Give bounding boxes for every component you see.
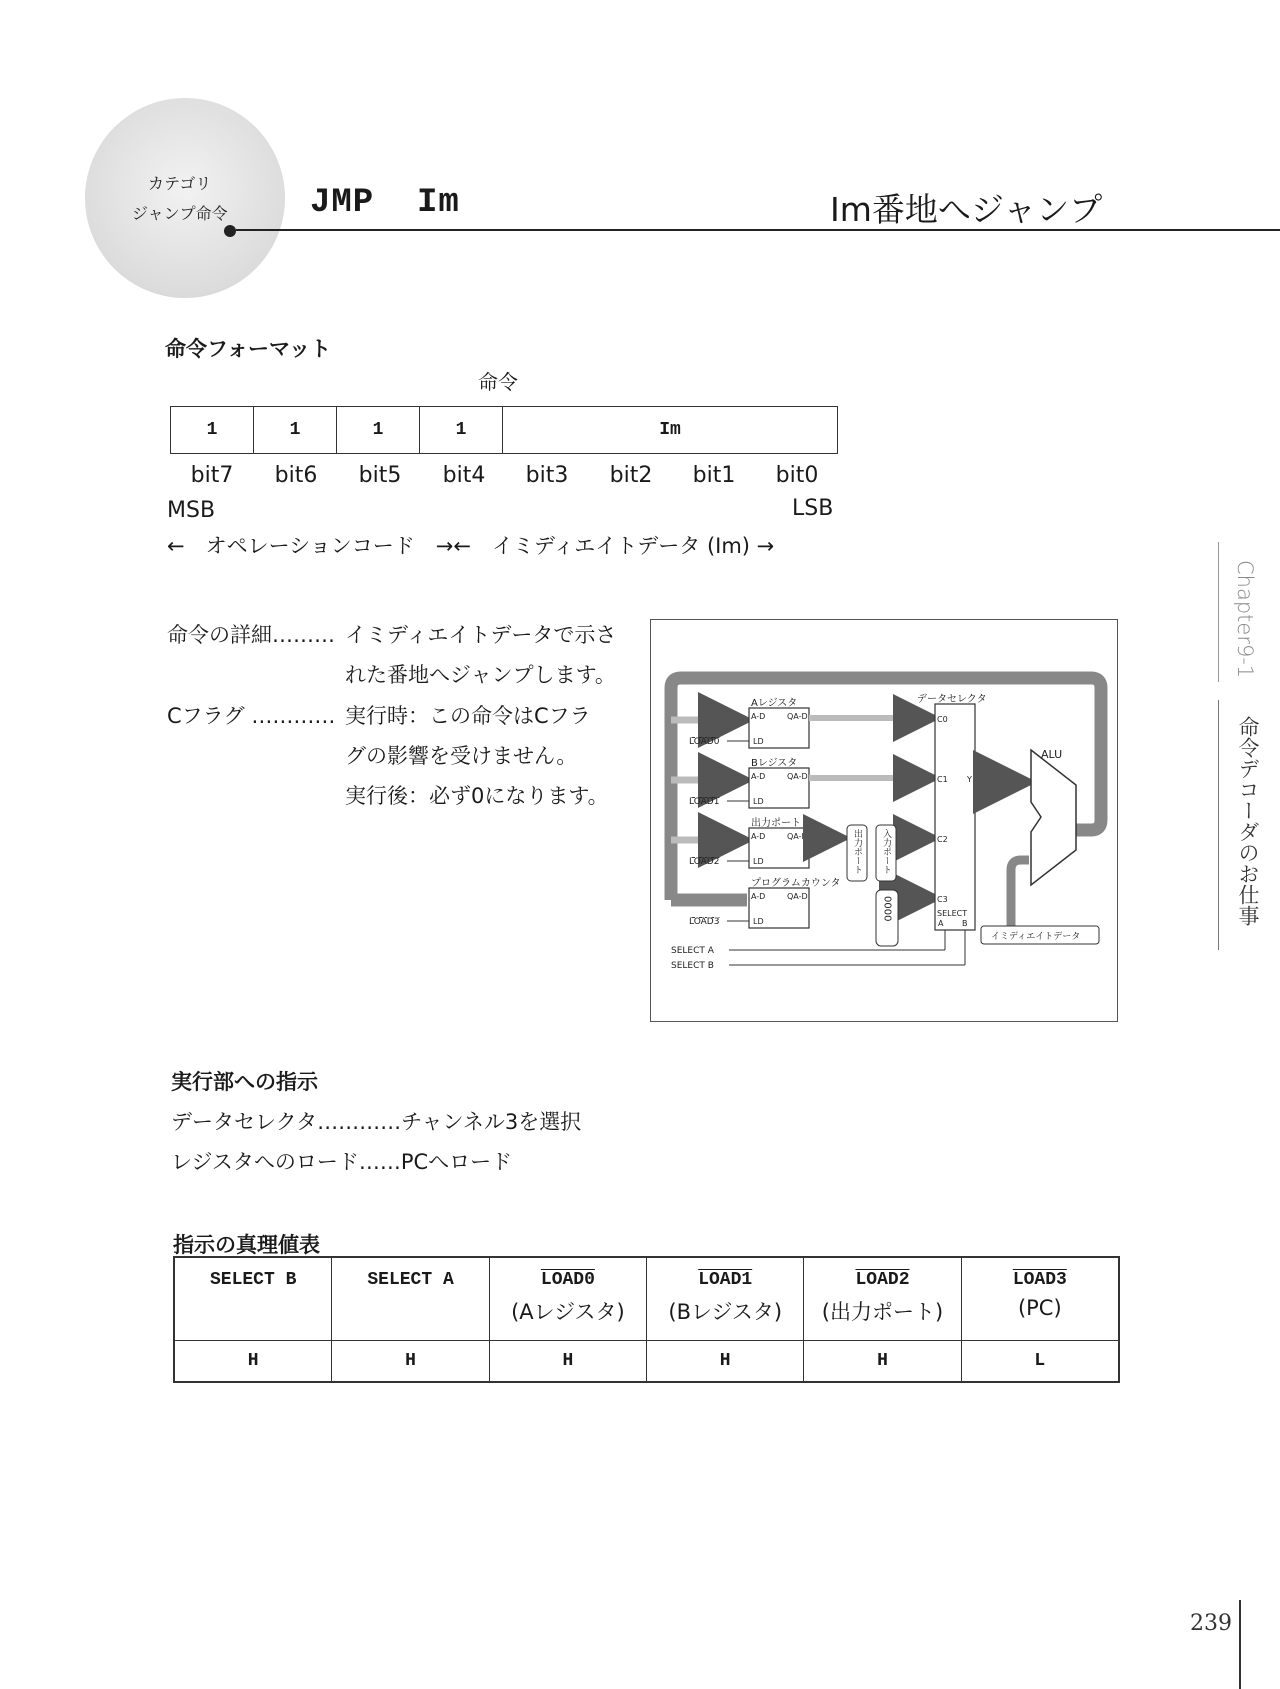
truth-header-code: SELECT A [367,1270,454,1290]
immediate-label: イミディエイトデータ [991,932,1081,942]
header-rule [236,229,1280,231]
format-cell-bit6: 1 [254,407,337,454]
format-table [170,406,838,454]
alu [1031,750,1076,885]
register-input: A-D [751,892,766,901]
immediate-bus [1011,860,1029,930]
truth-header [174,1257,332,1341]
register-name: プログラムカウンタ [751,878,841,889]
select-b-short: B [962,919,968,928]
instruction-mnemonic: JMP Im [310,184,460,222]
y-label: Y [967,775,972,784]
chapter-title: 命令デコーダのお仕事 [1236,716,1260,926]
register-name: Bレジスタ [751,758,798,769]
truth-value: H [804,1341,961,1383]
data-selector-label: データセレクタ [917,694,987,705]
page-number: 239 [1190,1611,1232,1636]
truth-value: H [174,1341,332,1383]
bit-label: bit7 [190,463,234,488]
load-label: LOAD2 [689,857,720,867]
output-port-label: 出力ポート [852,829,862,874]
load-label: LOAD3 [689,917,720,927]
register-output: QA-D [787,832,808,841]
category-value: ジャンプ命令 [132,204,228,223]
channel-label: C2 [937,835,948,844]
truth-header [961,1257,1119,1341]
register-ld: LD [753,857,764,866]
bit-label: bit0 [775,463,819,488]
format-cell-bit5: 1 [337,407,420,454]
truth-header [489,1257,646,1341]
truth-header [804,1257,961,1341]
load-label: LOAD1 [689,797,720,807]
opcode-range: ← オペレーションコード → [167,534,454,558]
instruction-description: Im番地へジャンプ [830,190,1103,229]
bit-label: bit6 [274,463,318,488]
truth-header [332,1257,489,1341]
format-cell-immediate: Im [503,407,838,454]
select-label: SELECT [937,909,968,918]
bit-label: bit3 [525,463,569,488]
immediate-range: ← イミディエイトデータ (Im) → [453,534,775,558]
format-heading: 命令フォーマット [165,337,332,361]
select-b-name: SELECT B [671,961,714,971]
msb-label: MSB [167,498,216,523]
load-label: LOAD0 [689,737,720,747]
alu-label: ALU [1041,748,1063,761]
cflag-text: 実行後：必ず0になります。 [345,784,609,808]
truth-header-sub: (Aレジスタ) [511,1300,625,1324]
category-label: カテゴリ [148,174,212,193]
truth-value: L [961,1341,1119,1383]
bit-range-row [167,530,774,560]
register-name: Aレジスタ [751,698,798,709]
truth-table [173,1256,1120,1383]
truth-value: H [332,1341,489,1383]
truth-value: H [647,1341,804,1383]
bullet-dot-icon [224,225,236,237]
register-ld: LD [753,917,764,926]
bit-label: bit1 [692,463,736,488]
page-number-rule [1239,1600,1241,1689]
bit-label: bit4 [442,463,486,488]
register-output: QA-D [787,712,808,721]
instr-detail-text: イミディエイトデータで示さ [345,623,617,647]
input-port-label: 入力ポート [881,829,891,874]
truth-header-code: LOAD3 [1012,1270,1067,1290]
register-output: QA-D [787,892,808,901]
cflag-text: 実行時：この命令はCフラ [345,704,591,728]
truth-table-header-row [174,1257,1119,1341]
register-input: A-D [751,712,766,721]
register-input: A-D [751,772,766,781]
exec-line: レジスタへのロード……PCへロード [171,1150,513,1174]
zero-label: 0000 [881,896,893,922]
format-caption: 命令 [478,370,518,394]
truth-table-value-row [174,1341,1119,1383]
sidebar-rule [1218,542,1219,682]
cflag-label: Cフラグ ………… [167,704,336,728]
select-a-name: SELECT A [671,946,714,956]
truth-header-code: LOAD2 [855,1270,910,1290]
register-name: 出力ポート [751,818,801,829]
truth-value: H [489,1341,646,1383]
truth-table-heading: 指示の真理値表 [173,1233,320,1257]
register-output: QA-D [787,772,808,781]
register-input: A-D [751,832,766,841]
bit-label: bit2 [609,463,653,488]
cpu-block-diagram [650,619,1118,1022]
exec-line: データセレクタ…………チャンネル3を選択 [171,1110,582,1134]
exec-heading: 実行部への指示 [171,1070,318,1094]
truth-header-code: LOAD0 [540,1270,595,1290]
sidebar-rule [1218,700,1219,950]
lsb-label: LSB [792,496,834,521]
diagram-svg [651,620,1117,1021]
truth-header-sub: (PC) [1017,1296,1062,1320]
select-a-short: A [938,919,944,928]
instr-detail-label: 命令の詳細……… [167,623,335,647]
register-ld: LD [753,797,764,806]
cflag-text: グの影響を受けません。 [345,744,578,768]
truth-header-sub: (Bレジスタ) [668,1300,783,1324]
instr-detail-text: れた番地へジャンプします。 [345,663,616,687]
truth-header-code: SELECT B [209,1270,297,1290]
truth-header-sub: (出力ポート) [821,1300,944,1324]
format-cell-bit4: 1 [420,407,503,454]
channel-label: C3 [937,895,948,904]
truth-header-code: LOAD1 [698,1270,753,1290]
format-cell-bit7: 1 [171,407,254,454]
bit-label: bit5 [358,463,402,488]
channel-label: C0 [937,715,948,724]
channel-label: C1 [937,775,948,784]
category-badge [85,98,285,298]
register-ld: LD [753,737,764,746]
truth-header [647,1257,804,1341]
chapter-label: Chapter9-1 [1233,560,1257,679]
